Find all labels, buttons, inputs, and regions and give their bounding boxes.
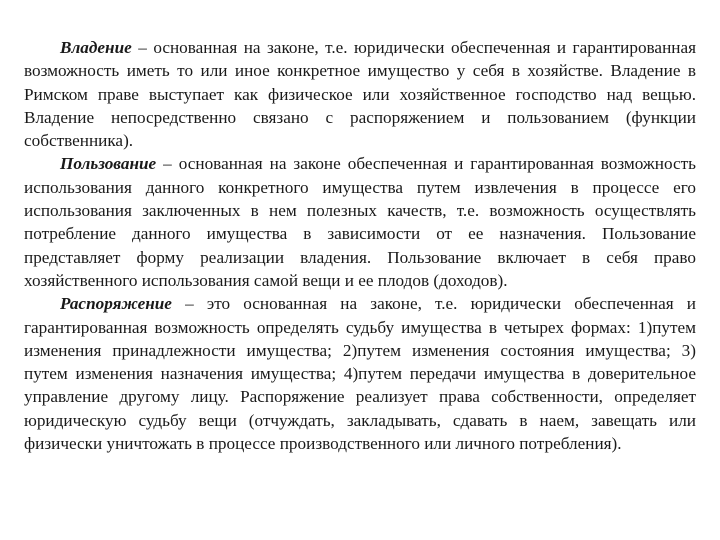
paragraph-possession [24, 36, 696, 152]
paragraph-disposal-text: – это основанная на законе, т.е. юридически обеспеченная и гарантированная возможность определять судьбу имущества в четырех формах: 1)путем изменения принадлежности имущества; 2)путем изменения состояния имущества; 3) путем изменения назначения имущества; 4)путем передачи имущества в доверительное управление другому лицу. Распоряжение реализует права собственности, определяет юридическую судьбу вещи (отчуждать, закладывать, сдавать в наем, завещать или физически уничтожать в процессе производственного или личного потребления). [24, 294, 696, 454]
paragraph-use-text: – основанная на законе обеспеченная и гарантированная возможность использования данного конкретного имущества путем извлечения в процессе его использования заключенных в нем полезных качеств, т.е. возможность осуществлять потребление данного имущества в зависимости от ее назначения. Пользование представляет форму реализации владения. Пользование включает в себя право хозяйственного использования самой вещи и ее плодов (доходов). [24, 154, 696, 290]
term-disposal: Распоряжение [60, 294, 172, 314]
paragraph-possession-text: – основанная на законе, т.е. юридически обеспеченная и гарантированная возможность иметь то или иное конкретное имущество у себя в хозяйстве. Владение в Римском праве выступает как физическое или хозяйственное господство над вещью. Владение непосредственно связано с распоряжением и пользованием (функции собственника). [24, 38, 696, 151]
paragraph-disposal [24, 292, 696, 455]
term-use: Пользование [60, 154, 157, 174]
paragraph-use [24, 152, 696, 292]
document-page [24, 36, 696, 455]
term-possession: Владение [60, 38, 132, 57]
